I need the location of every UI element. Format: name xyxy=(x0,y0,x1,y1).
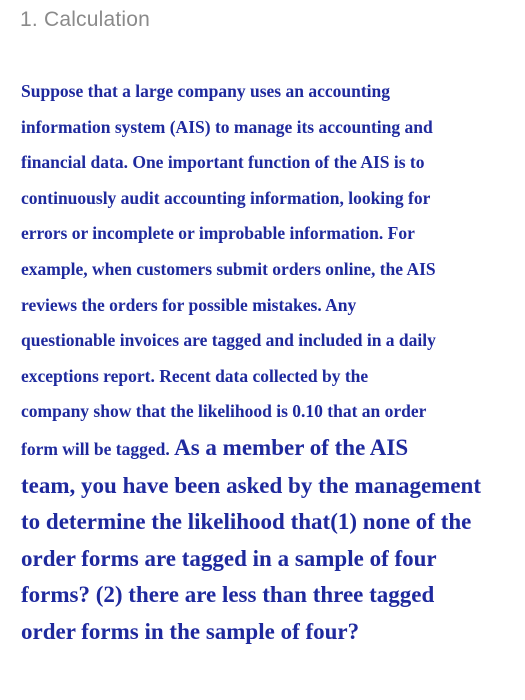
text-fragment-small: form will be tagged. xyxy=(21,438,170,459)
text-line: continuously audit accounting information, looking for xyxy=(21,187,431,208)
text-line: questionable invoices are tagged and included in a daily xyxy=(21,330,436,351)
text-line: reviews the orders for possible mistakes. Any xyxy=(21,294,357,315)
question-paragraph-small xyxy=(21,74,511,468)
text-line: information system (AIS) to manage its accounting and xyxy=(21,116,433,137)
text-fragment-large: As a member of the AIS xyxy=(174,434,409,460)
text-line: Suppose that a large company uses an accounting xyxy=(21,81,391,101)
text-line: financial data. One important function of the AIS is to xyxy=(21,152,425,173)
text-line: to determine the likelihood that(1) none of the xyxy=(21,509,472,535)
text-line: forms? (2) there are less than three tagged xyxy=(21,582,435,608)
question-text xyxy=(21,74,511,650)
text-line: company show that the likelihood is 0.10 that an order xyxy=(21,401,427,422)
text-line: team, you have been asked by the management xyxy=(21,472,481,498)
text-line: order forms are tagged in a sample of four xyxy=(21,545,437,571)
text-line: exceptions report. Recent data collected by the xyxy=(21,365,369,386)
mixed-text-line xyxy=(21,430,511,468)
text-line: order forms in the sample of four? xyxy=(21,618,360,644)
text-line: errors or incomplete or improbable information. For xyxy=(21,223,415,244)
section-heading: 1. Calculation xyxy=(20,8,151,31)
question-paragraph-large xyxy=(21,468,511,651)
text-line: example, when customers submit orders online, the AIS xyxy=(21,258,436,279)
